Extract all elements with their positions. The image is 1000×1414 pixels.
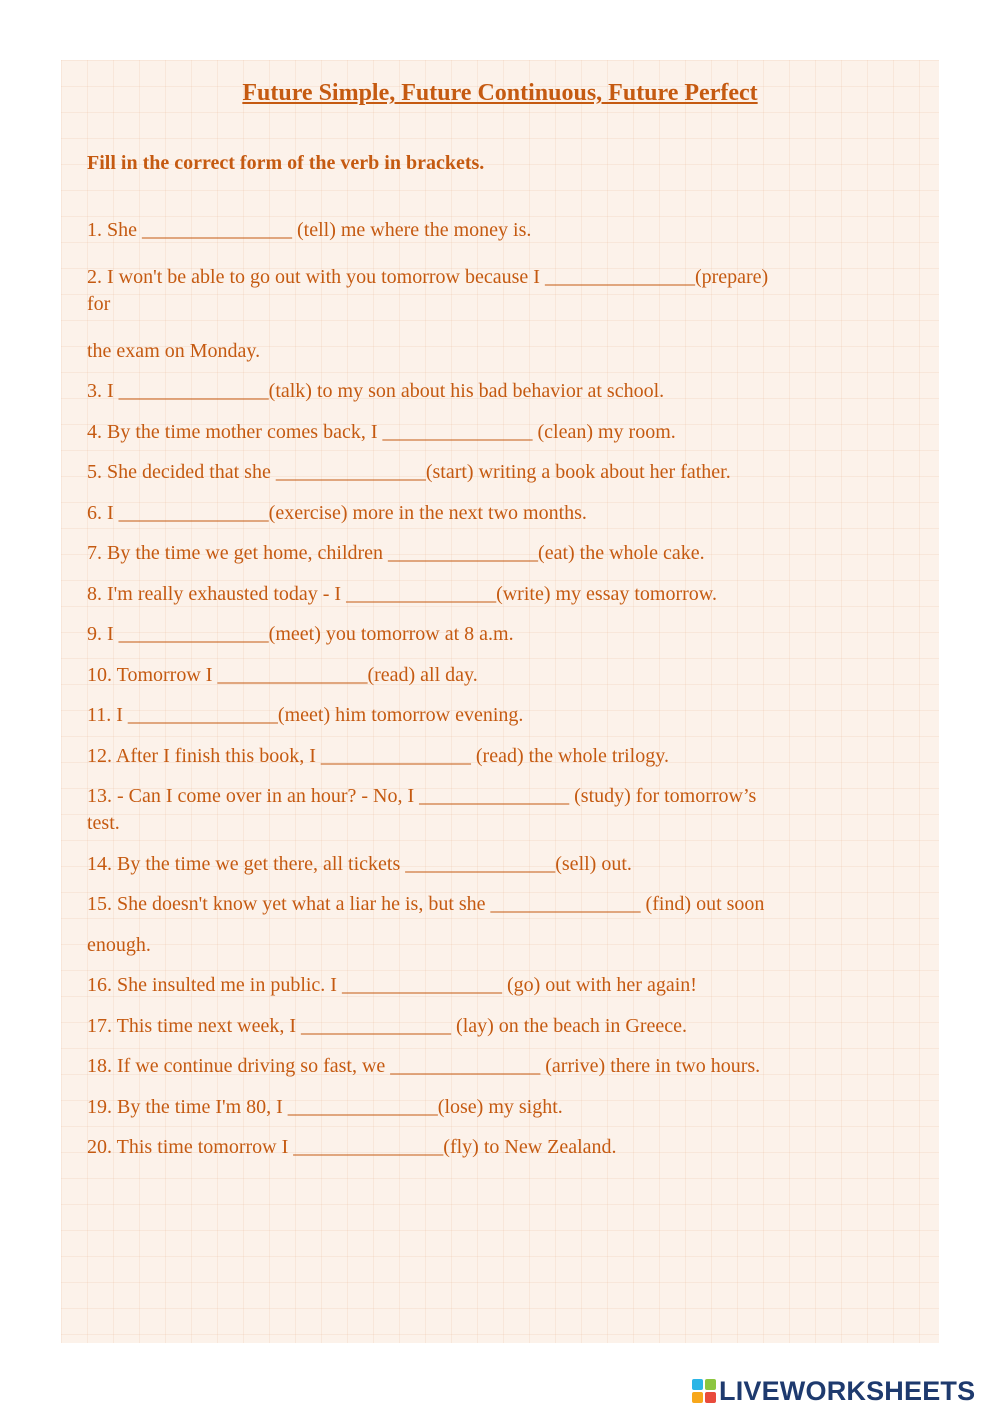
liveworksheets-logo[interactable]	[692, 1374, 975, 1408]
exercise-line: 14. By the time we get there, all tickets _______________(sell) out.	[87, 853, 632, 875]
exercise-line: 4. By the time mother comes back, I _______________ (clean) my room.	[87, 421, 676, 443]
exercise-line: 18. If we continue driving so fast, we _______________ (arrive) there in two hours.	[87, 1055, 761, 1077]
exercise-line: for	[87, 293, 111, 315]
worksheet-title: Future Simple, Future Continuous, Future Perfect	[242, 80, 758, 106]
exercise-line: 10. Tomorrow I _______________(read) all day.	[87, 664, 478, 686]
exercise-line: 1. She _______________ (tell) me where the money is.	[87, 219, 532, 241]
liveworksheets-logo-icon	[692, 1379, 716, 1403]
exercise-line: 16. She insulted me in public. I ________________ (go) out with her again!	[87, 974, 697, 996]
exercise-line: 17. This time next week, I _______________ (lay) on the beach in Greece.	[87, 1015, 688, 1037]
exercise-line: 3. I _______________(talk) to my son about his bad behavior at school.	[87, 380, 665, 402]
exercise-line: 19. By the time I'm 80, I _______________(lose) my sight.	[87, 1096, 563, 1118]
exercise-line: 13. - Can I come over in an hour? - No, I _______________ (study) for tomorrow’s	[87, 785, 757, 807]
exercise-line: 15. She doesn't know yet what a liar he is, but she _______________ (find) out soon	[87, 893, 765, 915]
exercise-line: 12. After I finish this book, I _______________ (read) the whole trilogy.	[87, 745, 669, 767]
exercise-line: 5. She decided that she _______________(start) writing a book about her father.	[87, 461, 731, 483]
exercise-line: 2. I won't be able to go out with you tomorrow because I _______________(prepare)	[87, 266, 769, 288]
exercise-line: 9. I _______________(meet) you tomorrow at 8 a.m.	[87, 623, 514, 645]
exercise-line: test.	[87, 812, 120, 834]
logo-text: LIVEWORKSHEETS	[719, 1375, 976, 1406]
exercise-line: 20. This time tomorrow I _______________(fly) to New Zealand.	[87, 1136, 617, 1158]
exercise-line: 8. I'm really exhausted today - I _______________(write) my essay tomorrow.	[87, 583, 717, 605]
exercise-line: 7. By the time we get home, children _______________(eat) the whole cake.	[87, 542, 705, 564]
exercise-line: enough.	[87, 934, 151, 956]
worksheet-instruction: Fill in the correct form of the verb in brackets.	[87, 152, 485, 174]
exercise-line: the exam on Monday.	[87, 340, 261, 362]
exercise-line: 11. I _______________(meet) him tomorrow evening.	[87, 704, 524, 726]
exercise-line: 6. I _______________(exercise) more in the next two months.	[87, 502, 587, 524]
